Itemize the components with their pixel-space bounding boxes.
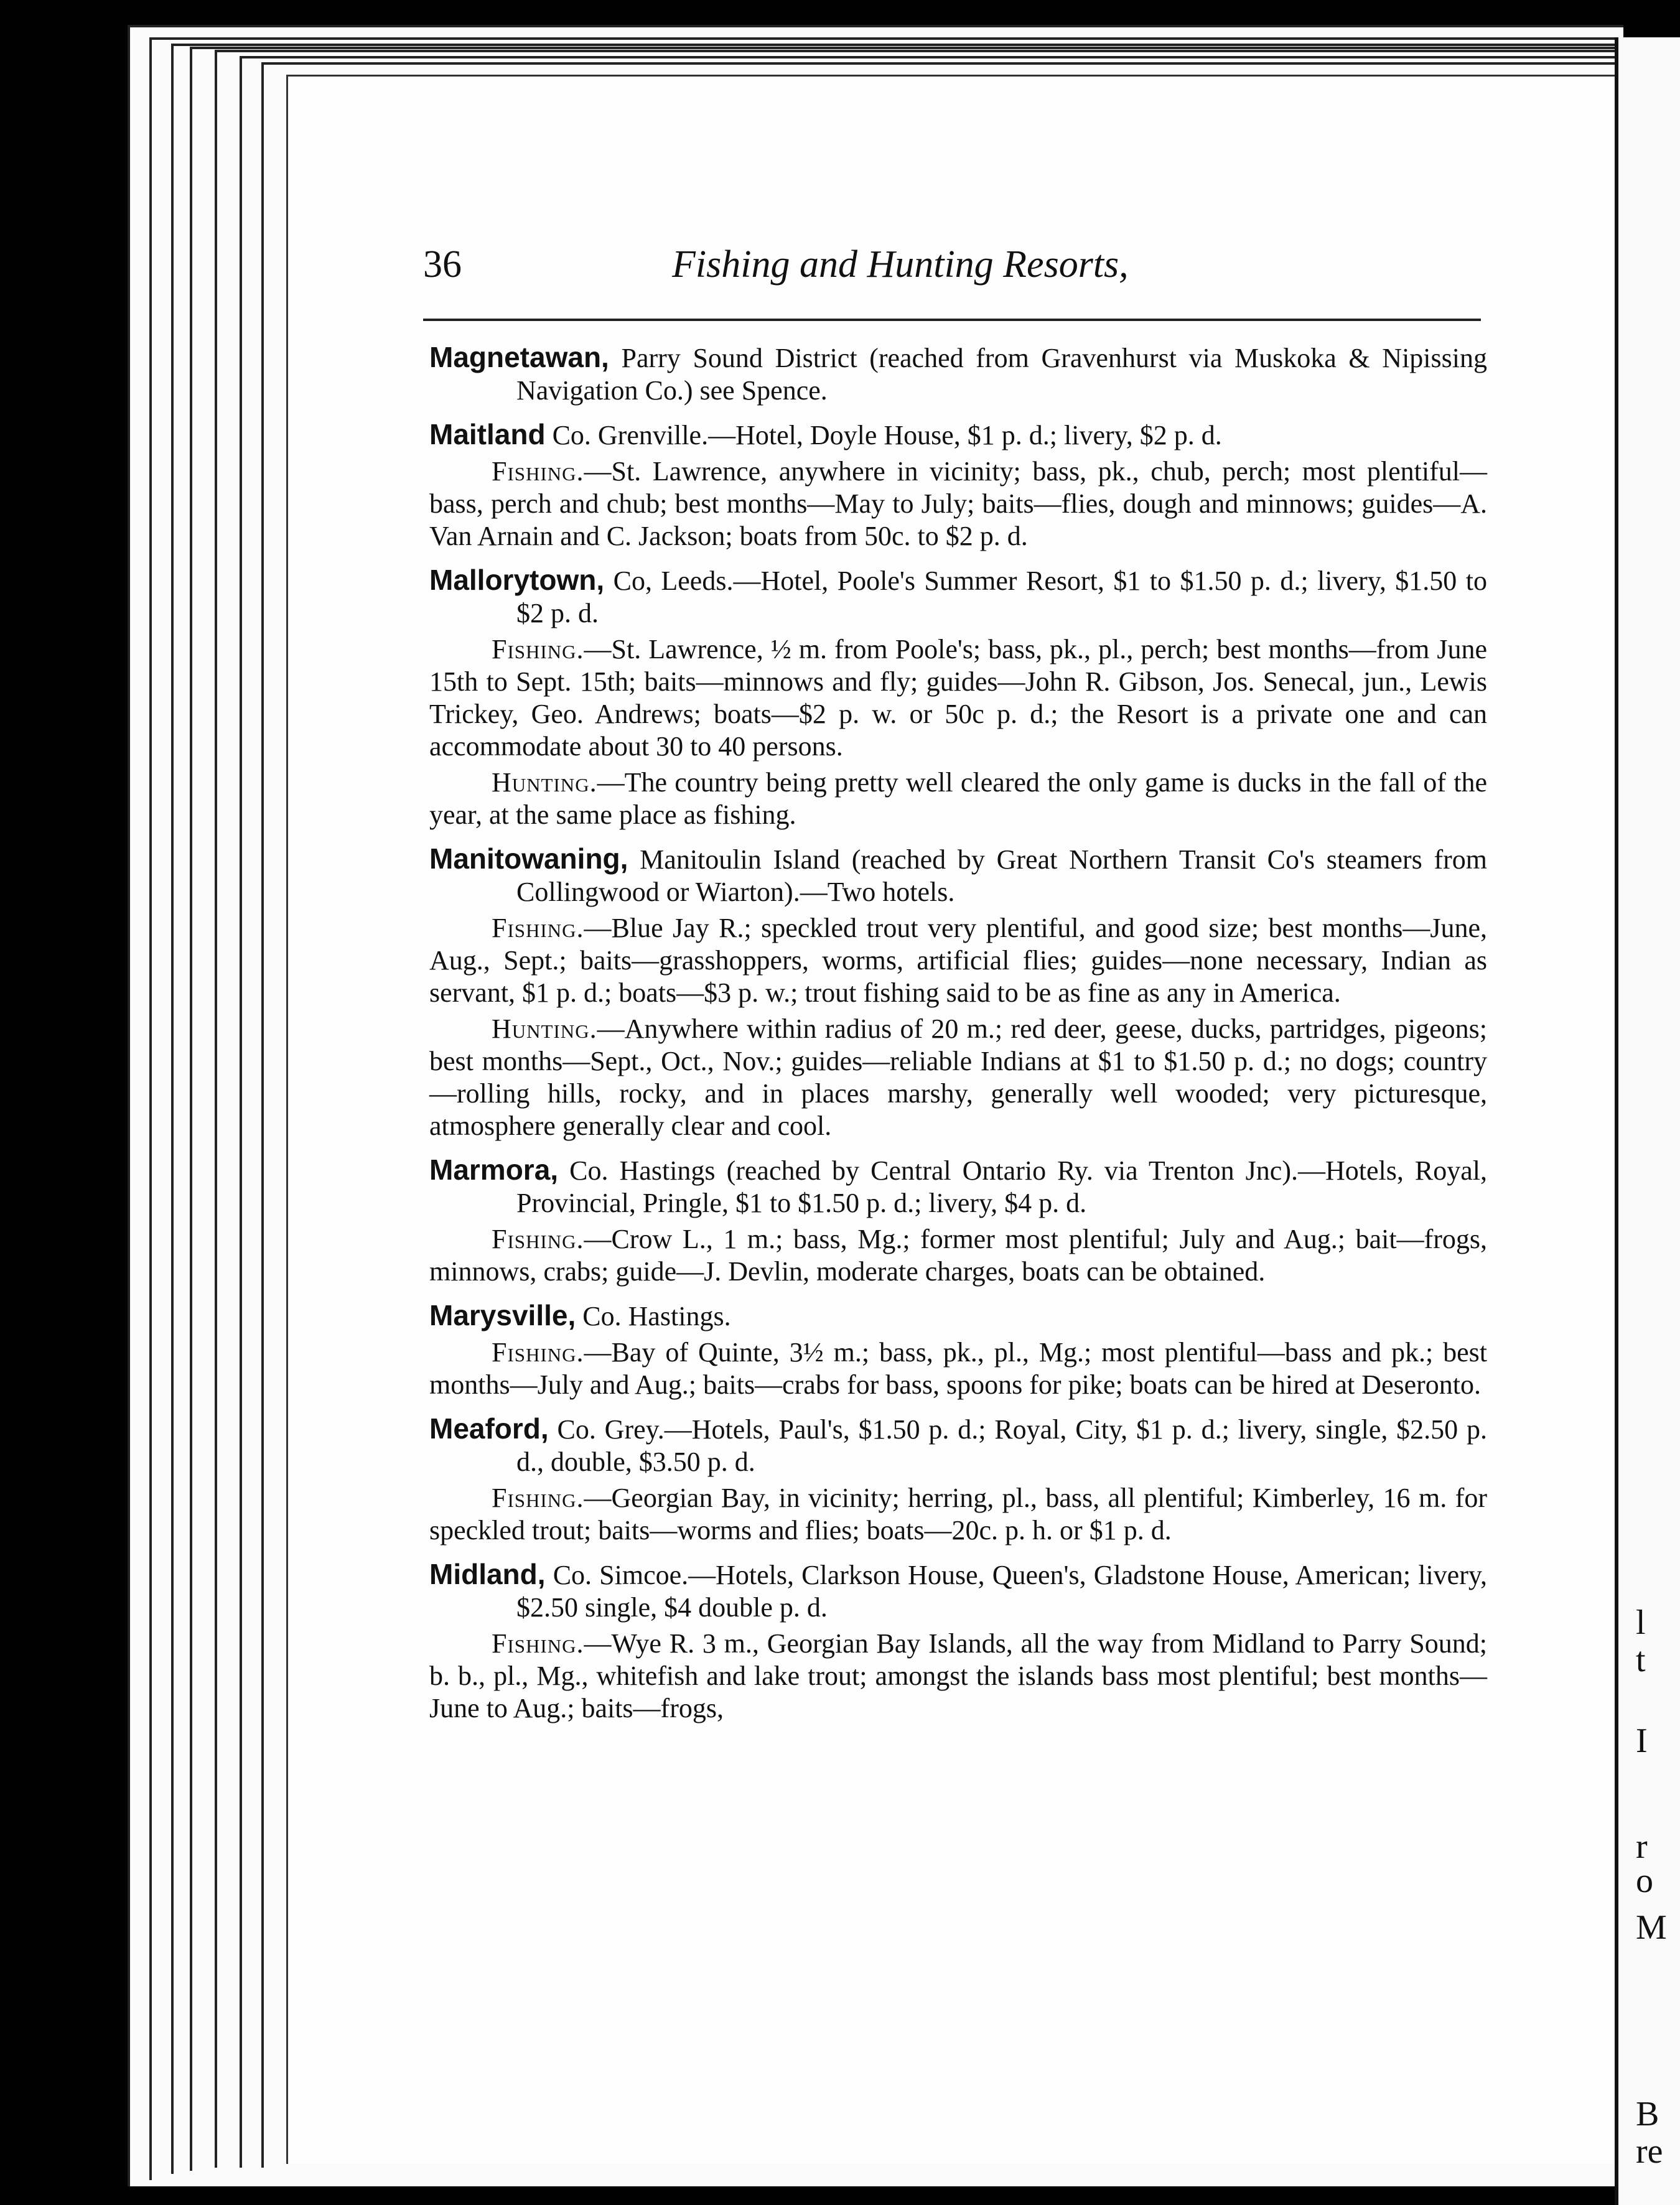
place-details: Co. Grenville.—Hotel, Doyle House, $1 p. d.; livery, $2 p. d. [552, 420, 1222, 450]
entry-marysville [429, 1299, 1487, 1401]
facing-page-fragment: re [1636, 2132, 1663, 2171]
facing-page-fragment: M [1636, 1908, 1667, 1947]
section-text: —Georgian Bay, in vicinity; herring, pl., bass, all plentiful; Kimberley, 16 m. for speckled trout; baits—worms and flies; boats—20c. p. h. or $1 p. d. [429, 1483, 1487, 1545]
place-details: Manitoulin Island (reached by Great Northern Transit Co's steamers from Collingwood or Wiarton).—Two hotels. [516, 844, 1488, 907]
place-name: Marysville, [429, 1299, 576, 1331]
facing-page-fragment: r [1636, 1827, 1648, 1866]
section-text: —St. Lawrence, ½ m. from Poole's; bass, pk., pl., perch; best months—from June 15th to Sept. 15th; baits—minnows and fly; guides—John R. Gibson, Jos. Senecal, jun., Lewis Trickey, Geo. Andrews; boats—$2 p. w. or 50c p. d.; the Resort is a private one and can accommodate about 30 to 40 persons. [429, 634, 1487, 762]
place-name: Meaford, [429, 1412, 549, 1445]
page-header [423, 243, 1481, 292]
running-title: Fishing and Hunting Resorts, [672, 243, 1129, 286]
section-label: Fishing. [492, 1337, 584, 1368]
entry-heading [429, 418, 1487, 452]
header-rule [423, 319, 1481, 321]
place-details: Co. Simcoe.—Hotels, Clarkson House, Queen's, Gladstone House, American; livery, $2.50 single, $4 double p. d. [516, 1560, 1488, 1623]
entry-heading [429, 1154, 1487, 1219]
section-label: Hunting. [492, 767, 597, 798]
place-name: Marmora, [429, 1154, 559, 1186]
entry-heading [429, 842, 1487, 908]
section-label: Fishing. [492, 456, 584, 487]
directory-listing [429, 341, 1487, 1736]
section-label: Fishing. [492, 913, 584, 943]
facing-page-fragment: B [1636, 2095, 1659, 2133]
section-label: Hunting. [492, 1014, 597, 1044]
place-details: Co. Hastings. [582, 1301, 731, 1331]
section-label: Fishing. [492, 1224, 584, 1254]
entry-heading [429, 1299, 1487, 1333]
fishing-paragraph [429, 1628, 1487, 1725]
entry-heading [429, 1412, 1487, 1478]
section-text: —Wye R. 3 m., Georgian Bay Islands, all the way from Midland to Parry Sound; b. b., pl., Mg., whitefish and lake trout; amongst the islands bass most plentiful; best months—June to Aug.; baits—frogs, [429, 1628, 1487, 1723]
entry-magnetawan [429, 341, 1487, 407]
section-text: —Anywhere within radius of 20 m.; red deer, geese, ducks, partridges, pigeons; best months—Sept., Oct., Nov.; guides—reliable Indians at $1 to $1.50 p. d.; no dogs; country—rolling hills, rocky, and in places marshy, generally well wooded; very picturesque, atmosphere generally clear and cool. [429, 1014, 1487, 1141]
fishing-paragraph [429, 1482, 1487, 1547]
facing-page-fragment: l [1636, 1603, 1646, 1642]
section-text: —The country being pretty well cleared the only game is ducks in the fall of the year, at the same place as fishing. [429, 767, 1487, 830]
section-text: —St. Lawrence, anywhere in vicinity; bass, pk., chub, perch; most plentiful—bass, perch and chub; best months—May to July; baits—flies, dough and minnows; guides—A. Van Arnain and C. Jackson; boats from 50c. to $2 p. d. [429, 456, 1487, 551]
entry-manitowaning [429, 842, 1487, 1142]
section-label: Fishing. [492, 1628, 584, 1659]
place-details: Co, Leeds.—Hotel, Poole's Summer Resort, $1 to $1.50 p. d.; livery, $1.50 to $2 p. d. [516, 566, 1487, 628]
place-name: Manitowaning, [429, 842, 628, 875]
section-label: Fishing. [492, 634, 584, 664]
entry-heading [429, 341, 1487, 407]
fishing-paragraph [429, 1223, 1487, 1288]
facing-page-fragment: o [1636, 1862, 1653, 1900]
place-name: Midland, [429, 1558, 546, 1590]
entry-mallorytown [429, 564, 1487, 831]
entry-maitland [429, 418, 1487, 552]
place-name: Maitland [429, 418, 546, 450]
place-details: Co. Grey.—Hotels, Paul's, $1.50 p. d.; Royal, City, $1 p. d.; livery, single, $2.50 p. d., double, $3.50 p. d. [516, 1414, 1488, 1477]
section-text: —Crow L., 1 m.; bass, Mg.; former most plentiful; July and Aug.; bait—frogs, minnows, crabs; guide—J. Devlin, moderate charges, boats can be obtained. [429, 1224, 1487, 1287]
page-number: 36 [423, 243, 462, 286]
section-label: Fishing. [492, 1483, 584, 1513]
facing-page-fragment: I [1636, 1722, 1648, 1760]
hunting-paragraph [429, 1013, 1487, 1142]
fishing-paragraph [429, 1336, 1487, 1401]
hunting-paragraph [429, 767, 1487, 831]
section-text: —Blue Jay R.; speckled trout very plentiful, and good size; best months—June, Aug., Sept.; baits—grasshoppers, worms, artificial flies; guides—none necessary, Indian as servant, $1 p. d.; boats—$3 p. w.; trout fishing said to be as fine as any in America. [429, 913, 1487, 1008]
entry-midland [429, 1558, 1487, 1725]
facing-page-fragment: t [1636, 1641, 1646, 1679]
place-details: Parry Sound District (reached from Gravenhurst via Muskoka & Nipissing Navigation Co.) see Spence. [516, 343, 1488, 406]
entry-meaford [429, 1412, 1487, 1547]
entry-marmora [429, 1154, 1487, 1288]
facing-page-edge [1615, 37, 1680, 2205]
place-name: Magnetawan, [429, 341, 609, 373]
entry-heading [429, 564, 1487, 630]
fishing-paragraph [429, 455, 1487, 552]
place-details: Co. Hastings (reached by Central Ontario Ry. via Trenton Jnc).—Hotels, Royal, Provincial, Pringle, $1 to $1.50 p. d.; livery, $4 p. d. [516, 1155, 1488, 1218]
fishing-paragraph [429, 912, 1487, 1009]
section-text: —Bay of Quinte, 3½ m.; bass, pk., pl., Mg.; most plentiful—bass and pk.; best months—July and Aug.; baits—crabs for bass, spoons for pike; boats can be hired at Deseronto. [429, 1337, 1487, 1400]
fishing-paragraph [429, 633, 1487, 763]
place-name: Mallorytown, [429, 564, 605, 596]
entry-heading [429, 1558, 1487, 1624]
